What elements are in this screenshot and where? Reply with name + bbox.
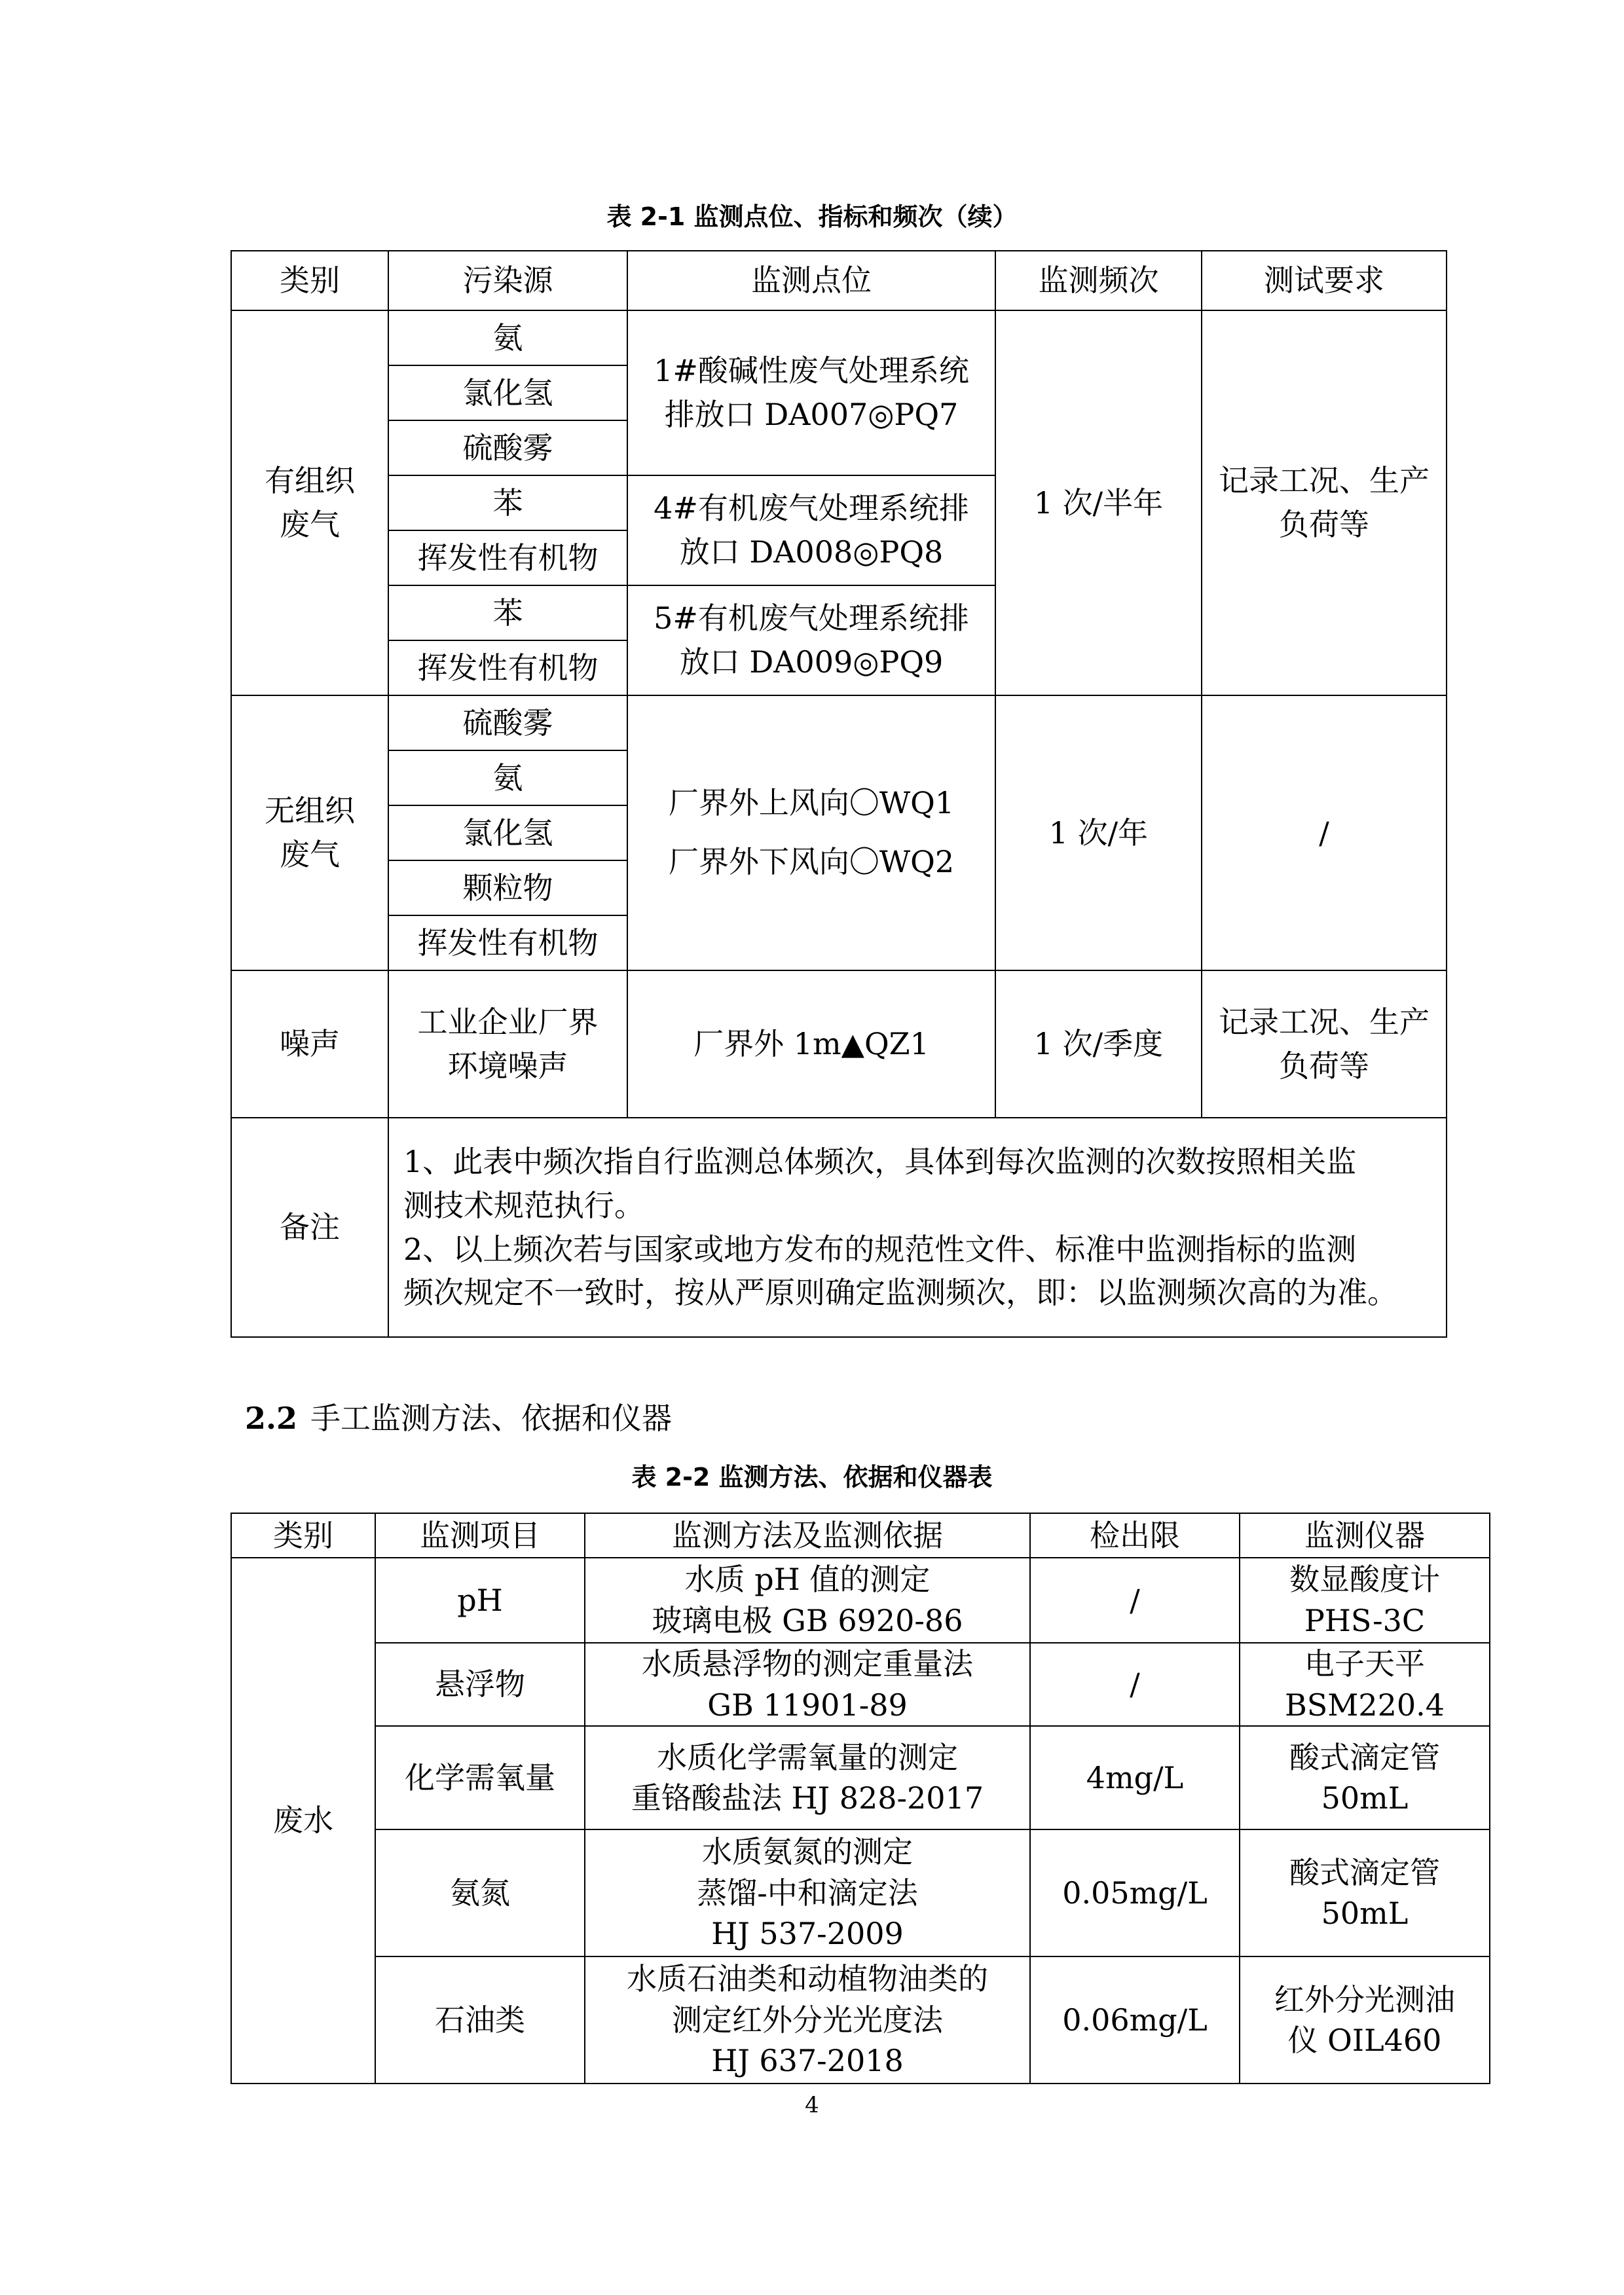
header-cell: 监测点位 bbox=[627, 251, 995, 310]
instrument-cell: 酸式滴定管 50mL bbox=[1240, 1726, 1490, 1829]
category-cell: 噪声 bbox=[231, 970, 388, 1118]
method-cell: 水质化学需氧量的测定 重铬酸盐法 HJ 828-2017 bbox=[585, 1726, 1030, 1829]
header-cell: 监测方法及监测依据 bbox=[585, 1513, 1030, 1558]
section-number: 2.2 bbox=[245, 1401, 298, 1436]
category-cell: 有组织 废气 bbox=[231, 310, 388, 695]
method-cell: 水质悬浮物的测定重量法 GB 11901-89 bbox=[585, 1643, 1030, 1726]
header-cell: 污染源 bbox=[388, 251, 627, 310]
item-cell: 氨氮 bbox=[375, 1829, 585, 1956]
pollutant-cell: 氨 bbox=[388, 310, 627, 365]
table-row bbox=[231, 695, 1447, 750]
table-row bbox=[231, 1956, 1490, 2084]
limit-cell: 0.05mg/L bbox=[1030, 1829, 1240, 1956]
pollutant-cell: 苯 bbox=[388, 585, 627, 640]
pollutant-cell: 挥发性有机物 bbox=[388, 915, 627, 970]
instrument-cell: 电子天平 BSM220.4 bbox=[1240, 1643, 1490, 1726]
page-number: 4 bbox=[805, 2092, 819, 2118]
table-row bbox=[231, 970, 1447, 1118]
instrument-cell: 酸式滴定管 50mL bbox=[1240, 1829, 1490, 1956]
pollutant-cell: 颗粒物 bbox=[388, 860, 627, 915]
section-title: 手工监测方法、依据和仪器 bbox=[310, 1401, 673, 1436]
category-cell: 废水 bbox=[231, 1558, 375, 2084]
remarks-label: 备注 bbox=[231, 1118, 388, 1337]
method-cell: 水质 pH 值的测定 玻璃电极 GB 6920-86 bbox=[585, 1558, 1030, 1643]
limit-cell: / bbox=[1030, 1558, 1240, 1643]
item-cell: pH bbox=[375, 1558, 585, 1643]
header-cell: 类别 bbox=[231, 251, 388, 310]
header-cell: 监测仪器 bbox=[1240, 1513, 1490, 1558]
pollutant-cell: 工业企业厂界 环境噪声 bbox=[388, 970, 627, 1118]
remarks-text: 1、此表中频次指自行监测总体频次，具体到每次监测的次数按照相关监 测技术规范执行。 2、以上频次若与国家或地方发布的规范性文件、标准中监测指标的监测 频次规定不一致时，按从严原则确定监测频次，即：以监测频次高的为准。 bbox=[388, 1118, 1447, 1337]
limit-cell: 0.06mg/L bbox=[1030, 1956, 1240, 2084]
point-cell: 厂界外上风向〇WQ1 厂界外下风向〇WQ2 bbox=[627, 695, 995, 970]
point-cell: 4#有机废气处理系统排 放口 DA008◎PQ8 bbox=[627, 475, 995, 585]
monitoring-methods-table bbox=[231, 1513, 1490, 2084]
item-cell: 石油类 bbox=[375, 1956, 585, 2084]
limit-cell: / bbox=[1030, 1643, 1240, 1726]
item-cell: 化学需氧量 bbox=[375, 1726, 585, 1829]
pollutant-cell: 硫酸雾 bbox=[388, 695, 627, 750]
point-cell: 5#有机废气处理系统排 放口 DA009◎PQ9 bbox=[627, 585, 995, 695]
pollutant-cell: 苯 bbox=[388, 475, 627, 530]
instrument-cell: 数显酸度计 PHS-3C bbox=[1240, 1558, 1490, 1643]
method-cell: 水质石油类和动植物油类的 测定红外分光光度法 HJ 637-2018 bbox=[585, 1956, 1030, 2084]
table-row bbox=[231, 1829, 1490, 1956]
header-cell: 监测频次 bbox=[995, 251, 1202, 310]
table2-caption: 表 2-2 监测方法、依据和仪器表 bbox=[631, 1463, 993, 1492]
pollutant-cell: 氯化氢 bbox=[388, 365, 627, 420]
limit-cell: 4mg/L bbox=[1030, 1726, 1240, 1829]
frequency-cell: 1 次/半年 bbox=[995, 310, 1202, 695]
table-row bbox=[231, 310, 1447, 365]
pollutant-cell: 挥发性有机物 bbox=[388, 530, 627, 585]
pollutant-cell: 挥发性有机物 bbox=[388, 640, 627, 695]
pollutant-cell: 氨 bbox=[388, 750, 627, 805]
table-row bbox=[231, 1726, 1490, 1829]
table-row bbox=[231, 1558, 1490, 1643]
point-cell: 1#酸碱性废气处理系统 排放口 DA007◎PQ7 bbox=[627, 310, 995, 475]
point-cell: 厂界外 1m▲QZ1 bbox=[627, 970, 995, 1118]
requirement-cell: / bbox=[1202, 695, 1447, 970]
table-header-row bbox=[231, 251, 1447, 310]
method-cell: 水质氨氮的测定 蒸馏-中和滴定法 HJ 537-2009 bbox=[585, 1829, 1030, 1956]
header-cell: 检出限 bbox=[1030, 1513, 1240, 1558]
frequency-cell: 1 次/年 bbox=[995, 695, 1202, 970]
header-cell: 监测项目 bbox=[375, 1513, 585, 1558]
pollutant-cell: 氯化氢 bbox=[388, 805, 627, 860]
item-cell: 悬浮物 bbox=[375, 1643, 585, 1726]
header-cell: 测试要求 bbox=[1202, 251, 1447, 310]
requirement-cell: 记录工况、生产 负荷等 bbox=[1202, 310, 1447, 695]
header-cell: 类别 bbox=[231, 1513, 375, 1558]
category-cell: 无组织 废气 bbox=[231, 695, 388, 970]
instrument-cell: 红外分光测油 仪 OIL460 bbox=[1240, 1956, 1490, 2084]
requirement-cell: 记录工况、生产 负荷等 bbox=[1202, 970, 1447, 1118]
pollutant-cell: 硫酸雾 bbox=[388, 420, 627, 475]
table-row bbox=[231, 1118, 1447, 1337]
section-heading bbox=[245, 1395, 672, 1438]
monitoring-points-table bbox=[231, 250, 1447, 1338]
table-row bbox=[231, 1643, 1490, 1726]
table-header-row bbox=[231, 1513, 1490, 1558]
frequency-cell: 1 次/季度 bbox=[995, 970, 1202, 1118]
table1-caption: 表 2-1 监测点位、指标和频次（续） bbox=[606, 202, 1018, 231]
